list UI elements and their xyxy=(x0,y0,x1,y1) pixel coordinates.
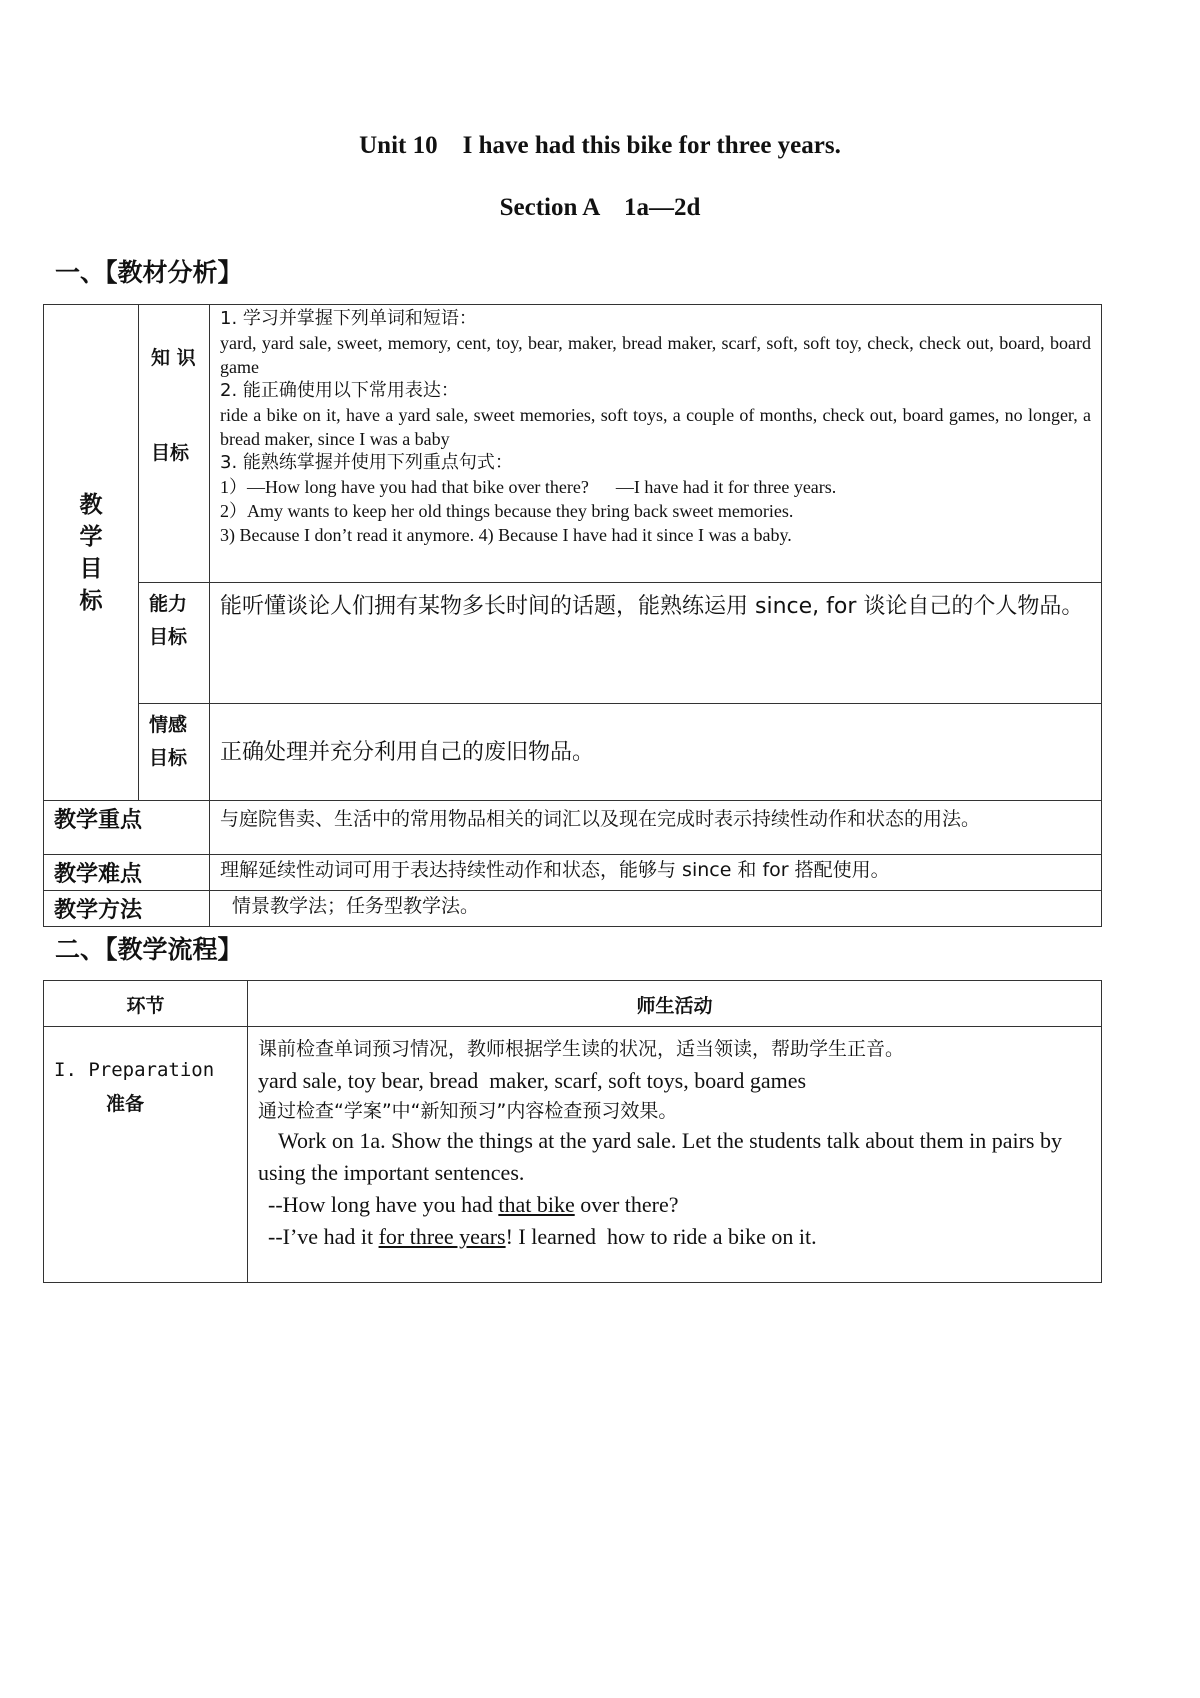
dialogue-question xyxy=(258,1189,1091,1221)
question-pre: --How long have you had xyxy=(268,1192,499,1217)
ability-label-1: 能力 xyxy=(149,593,188,615)
unit-title xyxy=(0,132,1200,160)
emotion-label-2: 目标 xyxy=(149,747,188,769)
knowledge-line: 1. 学习并掌握下列单词和短语： xyxy=(220,308,477,329)
knowledge-goal-label xyxy=(139,305,210,583)
section2-heading: 二、【教学流程】 xyxy=(55,935,243,964)
question-post: over there? xyxy=(574,1192,679,1217)
question-underlined: that bike xyxy=(498,1192,575,1217)
activity-column-header: 师生活动 xyxy=(248,981,1102,1027)
analysis-table xyxy=(43,304,1102,927)
knowledge-line: 1）—How long have you had that bike over there? —I have had it for three years. xyxy=(220,477,837,497)
knowledge-label-1: 知 识 xyxy=(151,347,196,369)
knowledge-line: 3) Because I don’t read it anymore. 4) Because I have had it since I was a baby. xyxy=(220,525,792,545)
key-points-text: 与庭院售卖、生活中的常用物品相关的词汇以及现在完成时表示持续性动作和状态的用法。 xyxy=(210,801,1102,855)
activity-line: 课前检查单词预习情况，教师根据学生读的状况，适当领读，帮助学生正音。 xyxy=(258,1038,905,1060)
methods-label: 教学方法 xyxy=(44,891,210,927)
section-title: Section A 1a—2d xyxy=(499,194,701,221)
stage-en: I. Preparation xyxy=(54,1059,215,1081)
activity-line: 通过检查“学案”中“新知预习”内容检查预习效果。 xyxy=(258,1100,678,1122)
ability-goal-label xyxy=(139,583,210,704)
knowledge-line: 2. 能正确使用以下常用表达： xyxy=(220,380,459,401)
knowledge-label-2: 目标 xyxy=(151,442,190,464)
emotion-label-1: 情感 xyxy=(149,714,188,736)
difficulties-text: 理解延续性动词可用于表达持续性动作和状态，能够与 since 和 for 搭配使用。 xyxy=(210,855,1102,891)
key-points-label: 教学重点 xyxy=(44,801,210,855)
knowledge-line: yard, yard sale, sweet, memory, cent, toy, bear, maker, bread maker, scarf, soft, soft toy, check, check out, board, board game xyxy=(220,333,1091,377)
emotion-goal-text: 正确处理并充分利用自己的废旧物品。 xyxy=(220,740,595,765)
unit-title-text: I have had this bike for three years. xyxy=(462,132,841,159)
answer-pre: --I’ve had it xyxy=(268,1224,379,1249)
knowledge-line: 2）Amy wants to keep her old things because they bring back sweet memories. xyxy=(220,501,794,521)
answer-underlined: for three years xyxy=(378,1224,506,1249)
stage-cell xyxy=(44,1027,248,1283)
teaching-goals-label-text: 教学目标 xyxy=(79,491,103,614)
emotion-goal-content xyxy=(210,704,1102,801)
dialogue-answer xyxy=(258,1221,1091,1253)
section1-heading: 一、【教材分析】 xyxy=(55,258,243,287)
stage-column-header: 环节 xyxy=(44,981,248,1027)
knowledge-goal-content xyxy=(210,305,1102,583)
activity-cell xyxy=(248,1027,1102,1283)
activity-line: yard sale, toy bear, bread maker, scarf, soft toys, board games xyxy=(258,1068,807,1093)
ability-goal-content: 能听懂谈论人们拥有某物多长时间的话题，能熟练运用 since, for 谈论自己的个人物品。 xyxy=(210,583,1102,704)
teaching-goals-label xyxy=(44,305,139,801)
activity-line: Work on 1a. Show the things at the yard sale. Let the students talk about them in pairs by using the important sentences. xyxy=(258,1128,1062,1185)
flow-table xyxy=(43,980,1102,1283)
methods-text: 情景教学法；任务型教学法。 xyxy=(210,891,1102,927)
difficulties-label: 教学难点 xyxy=(44,855,210,891)
ability-label-2: 目标 xyxy=(149,626,188,648)
emotion-goal-label xyxy=(139,704,210,801)
knowledge-line: ride a bike on it, have a yard sale, sweet memories, soft toys, a couple of months, check out, board games, no longer, a bread maker, since I was a baby xyxy=(220,405,1091,449)
unit-number: Unit 10 xyxy=(359,132,438,159)
stage-cn: 准备 xyxy=(106,1093,145,1115)
knowledge-line: 3. 能熟练掌握并使用下列重点句式： xyxy=(220,452,513,473)
answer-post: ! I learned how to ride a bike on it. xyxy=(505,1224,817,1249)
